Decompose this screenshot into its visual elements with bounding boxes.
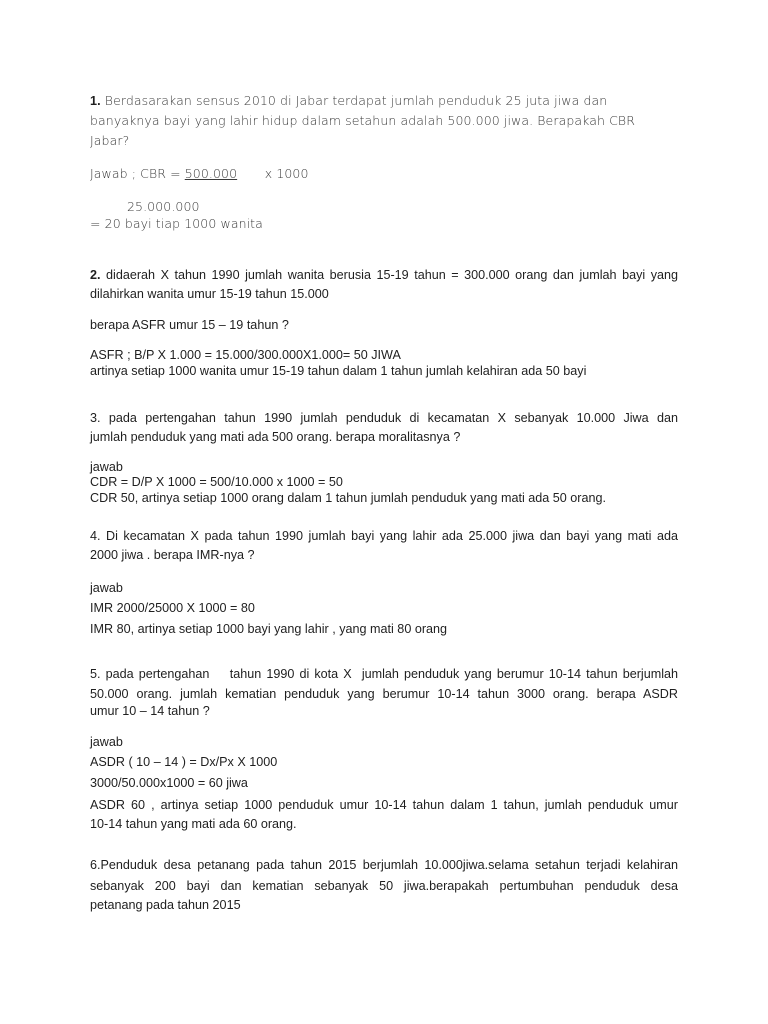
q2-meaning: artinya setiap 1000 wanita umur 15-19 tahun dalam 1 tahun jumlah kelahiran ada 50 bayi	[90, 364, 587, 378]
q3-answer-label: jawab	[90, 460, 123, 474]
q3-formula: CDR = D/P X 1000 = 500/10.000 x 1000 = 50	[90, 475, 343, 489]
q1-answer-result: = 20 bayi tiap 1000 wanita	[90, 216, 263, 231]
q6-question-line-2: sebanyak 200 bayi dan kematian sebanyak 50 jiwa.berapakah pertumbuhan penduduk desa	[90, 879, 678, 893]
q1-line-1	[90, 93, 607, 108]
q5-meaning-line-1: ASDR 60 , artinya setiap 1000 penduduk umur 10-14 tahun dalam 1 tahun, jumlah penduduk umur	[90, 798, 678, 812]
q1-answer-suffix: x 1000	[264, 166, 309, 181]
q5-meaning-line-2: 10-14 tahun yang mati ada 60 orang.	[90, 817, 297, 831]
q6-question-line-1: 6.Penduduk desa petanang pada tahun 2015 berjumlah 10.000jiwa.selama setahun terjadi kelahiran	[90, 858, 678, 872]
q5-question-line-2: 50.000 orang. jumlah kematian penduduk yang berumur 10-14 tahun 3000 orang. berapa ASDR	[90, 687, 678, 701]
q5-question-line-1: 5. pada pertengahan tahun 1990 di kota X jumlah penduduk yang berumur 10-14 tahun berjumlah	[90, 667, 678, 681]
q1-answer	[90, 166, 309, 181]
q1-number: 1.	[90, 94, 101, 108]
q4-meaning: IMR 80, artinya setiap 1000 bayi yang lahir , yang mati 80 orang	[90, 622, 448, 636]
q1-line-3: Jabar?	[90, 133, 130, 148]
q5-formula: ASDR ( 10 – 14 ) = Dx/Px X 1000	[90, 755, 278, 769]
q2-ask: berapa ASFR umur 15 – 19 tahun ?	[90, 318, 289, 332]
q2-question-text-1: didaerah X tahun 1990 jumlah wanita berusia 15-19 tahun = 300.000 orang dan jumlah bayi yang	[106, 268, 679, 282]
q5-question-line-3: umur 10 – 14 tahun ?	[90, 704, 210, 718]
q4-formula: IMR 2000/25000 X 1000 = 80	[90, 601, 255, 615]
q2-question-line-2: dilahirkan wanita umur 15-19 tahun 15.000	[90, 287, 329, 301]
q3-question-line-2: jumlah penduduk yang mati ada 500 orang. berapa moralitasnya ?	[90, 430, 461, 444]
q2-formula: ASFR ; B/P X 1.000 = 15.000/300.000X1.000= 50 JIWA	[90, 348, 401, 362]
q5-answer-label: jawab	[90, 735, 123, 749]
q6-question-line-3: petanang pada tahun 2015	[90, 898, 241, 912]
q2-number: 2.	[90, 268, 101, 282]
q5-calc: 3000/50.000x1000 = 60 jiwa	[90, 776, 248, 790]
q3-meaning: CDR 50, artinya setiap 1000 orang dalam 1 tahun jumlah penduduk yang mati ada 50 orang.	[90, 491, 606, 505]
q1-text-1: Berdasarakan sensus 2010 di Jabar terdapat jumlah penduduk 25 juta jiwa dan	[104, 93, 608, 108]
q4-answer-label: jawab	[90, 581, 123, 595]
q4-question-line-2: 2000 jiwa . berapa IMR-nya ?	[90, 548, 255, 562]
q1-answer-prefix: Jawab ; CBR =	[90, 166, 185, 181]
q1-answer-denominator: 25.000.000	[127, 199, 200, 214]
q4-question-line-1: 4. Di kecamatan X pada tahun 1990 jumlah bayi yang lahir ada 25.000 jiwa dan bayi yang mati ada	[90, 529, 678, 543]
q3-question-line-1: 3. pada pertengahan tahun 1990 jumlah penduduk di kecamatan X sebanyak 10.000 Jiwa dan	[90, 411, 678, 425]
q1-answer-numerator: 500.000	[184, 166, 238, 181]
q2-question-line-1	[90, 265, 678, 286]
q1-line-2: banyaknya bayi yang lahir hidup dalam setahun adalah 500.000 jiwa. Berapakah CBR	[90, 113, 636, 128]
